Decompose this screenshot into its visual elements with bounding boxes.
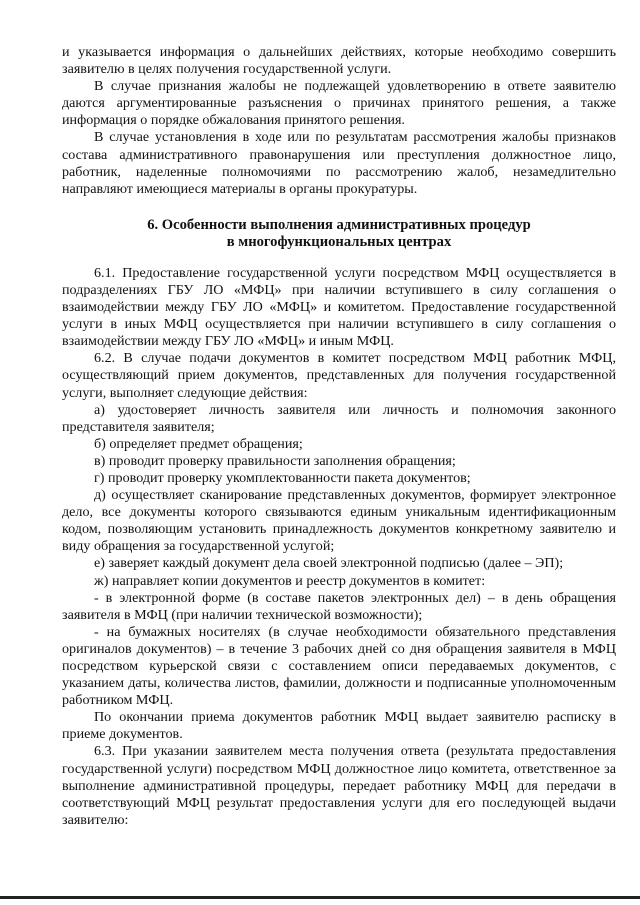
list-item: а) удостоверяет личность заявителя или личность и полномочия законного представителя заявителя;	[62, 401, 616, 435]
list-item: е) заверяет каждый документ дела своей электронной подписью (далее – ЭП);	[94, 555, 564, 572]
paragraph: 6.3. При указании заявителем места получения ответа (результата предоставления государственной услуги) посредством МФЦ должностное лицо комитета, ответственное за выполнение административной процедуры, передает работнику МФЦ для передачи в соответствующий МФЦ результат предоставления услуги для его последующей выдачи заявителю:	[62, 743, 616, 828]
section-heading-line: 6. Особенности выполнения административных процедур	[147, 216, 531, 233]
paragraph: В случае установления в ходе или по результатам рассмотрения жалобы признаков состава административного правонарушения или преступления должностное лицо, работник, наделенные полномочиями по рассмотрению жалоб, незамедлительно направляют имеющиеся материалы в органы прокуратуры.	[62, 129, 616, 197]
list-item: - на бумажных носителях (в случае необходимости обязательного представления оригиналов документов) – в течение 3 рабочих дней со дня обращения заявителя в МФЦ посредством курьерской связи с составлением описи передаваемых документов, с указанием даты, количества листов, фамилии, должности и подписанные уполномоченным работником МФЦ.	[62, 623, 616, 709]
list-item: - в электронной форме (в составе пакетов электронных дел) – в день обращения заявителя в МФЦ (при наличии технической возможности);	[62, 589, 616, 623]
list-item: в) проводит проверку правильности заполнения обращения;	[94, 452, 456, 469]
section-heading	[62, 217, 616, 251]
list-item: д) осуществляет сканирование представленных документов, формирует электронное дело, все документы которого связываются единым уникальным идентификационным кодом, позволяющим установить принадлежность документов конкретному заявителю и виду обращения за государственной услугой;	[62, 487, 616, 555]
scan-edge-line	[0, 896, 640, 899]
paragraph: и указывается информация о дальнейших действиях, которые необходимо совершить заявителю в целях получения государственной услуги.	[62, 44, 616, 78]
document-body	[62, 44, 616, 829]
list-item: ж) направляет копии документов и реестр документов в комитет:	[94, 572, 486, 589]
paragraph: По окончании приема документов работник МФЦ выдает заявителю расписку в приеме документов.	[62, 709, 616, 743]
list-item: б) определяет предмет обращения;	[94, 435, 303, 452]
paragraph: 6.1. Предоставление государственной услуги посредством МФЦ осуществляется в подразделениях ГБУ ЛО «МФЦ» при наличии вступившего в силу соглашения о взаимодействии между ГБУ ЛО «МФЦ» и комитетом. Предоставление государственной услуги в иных МФЦ осуществляется при наличии вступившего в силу соглашения о взаимодействии между ГБУ ЛО «МФЦ» и иным МФЦ.	[62, 264, 616, 350]
list-item: г) проводит проверку укомплектованности пакета документов;	[94, 469, 471, 486]
paragraph: 6.2. В случае подачи документов в комитет посредством МФЦ работник МФЦ, осуществляющий прием документов, представленных для получения государственной услуги, выполняет следующие действия:	[62, 350, 616, 401]
paragraph: В случае признания жалобы не подлежащей удовлетворению в ответе заявителю даются аргументированные разъяснения о причинах принятого решения, а также информация о порядке обжалования принятого решения.	[62, 78, 616, 129]
section-heading-line: в многофункциональных центрах	[226, 233, 452, 250]
